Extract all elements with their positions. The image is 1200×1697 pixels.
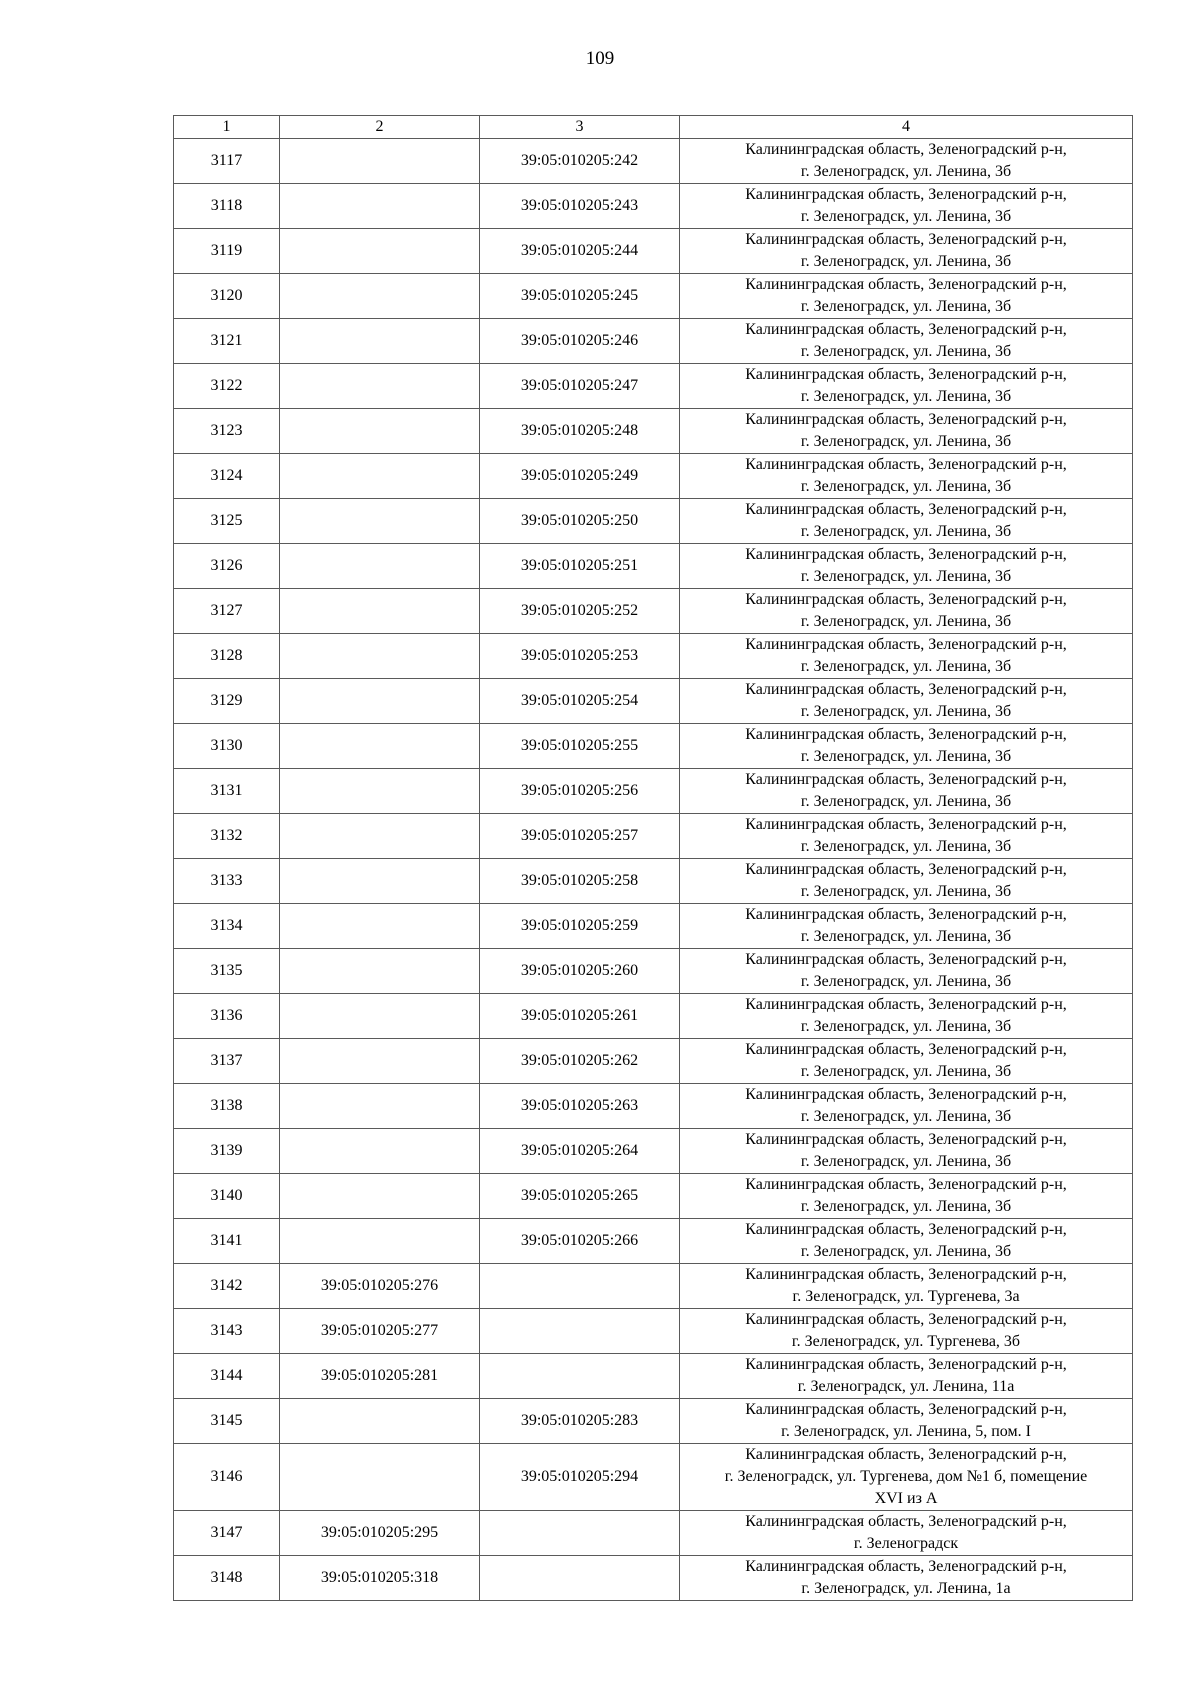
- address-line: Калининградская область, Зеленоградский р-н,: [745, 411, 1067, 428]
- address-line: г. Зеленоградск, ул. Ленина, 3б: [800, 433, 1012, 450]
- cadastral-number-cell-2: [280, 1219, 480, 1264]
- address-cell: [680, 1264, 1133, 1309]
- cadastral-number-cell-2: [280, 589, 480, 634]
- row-number-cell: 3133: [174, 859, 280, 904]
- table-row: [174, 319, 1133, 364]
- row-number-cell: 3119: [174, 229, 280, 274]
- address-line: XVI из А: [874, 1490, 938, 1507]
- cadastral-number-cell-3: [480, 1556, 680, 1601]
- table-row: [174, 769, 1133, 814]
- cadastral-number-cell-3: 39:05:010205:248: [480, 409, 680, 454]
- cadastral-number-cell-3: 39:05:010205:265: [480, 1174, 680, 1219]
- address-cell: [680, 589, 1133, 634]
- cadastral-number-cell-3: 39:05:010205:257: [480, 814, 680, 859]
- cadastral-number-cell-2: [280, 859, 480, 904]
- cadastral-number-cell-2: [280, 994, 480, 1039]
- table-row: [174, 634, 1133, 679]
- address-cell: [680, 1354, 1133, 1399]
- cadastral-number-cell-3: 39:05:010205:259: [480, 904, 680, 949]
- address-line: г. Зеленоградск: [853, 1535, 959, 1552]
- table-header-row: [174, 116, 1133, 139]
- column-header-1: 1: [174, 116, 280, 139]
- cadastral-number-cell-2: [280, 139, 480, 184]
- table-row: [174, 1399, 1133, 1444]
- address-line: Калининградская область, Зеленоградский р-н,: [745, 951, 1067, 968]
- address-cell: [680, 409, 1133, 454]
- table-body: [174, 116, 1133, 1601]
- address-line: г. Зеленоградск, ул. Ленина, 3б: [800, 793, 1012, 810]
- table-row: [174, 1556, 1133, 1601]
- address-line: г. Зеленоградск, ул. Ленина, 3б: [800, 883, 1012, 900]
- address-line: Калининградская область, Зеленоградский р-н,: [745, 1356, 1067, 1373]
- row-number-cell: 3120: [174, 274, 280, 319]
- address-cell: [680, 1174, 1133, 1219]
- row-number-cell: 3123: [174, 409, 280, 454]
- address-cell: [680, 1084, 1133, 1129]
- table-row: [174, 1444, 1133, 1511]
- row-number-cell: 3127: [174, 589, 280, 634]
- cadastral-number-cell-2: [280, 949, 480, 994]
- address-line: г. Зеленоградск, ул. Ленина, 3б: [800, 703, 1012, 720]
- address-line: г. Зеленоградск, ул. Ленина, 3б: [800, 1153, 1012, 1170]
- address-line: Калининградская область, Зеленоградский р-н,: [745, 1086, 1067, 1103]
- cadastral-number-cell-3: 39:05:010205:247: [480, 364, 680, 409]
- cadastral-number-cell-3: 39:05:010205:242: [480, 139, 680, 184]
- row-number-cell: 3129: [174, 679, 280, 724]
- cadastral-number-cell-2: [280, 1444, 480, 1511]
- address-line: Калининградская область, Зеленоградский р-н,: [745, 861, 1067, 878]
- row-number-cell: 3121: [174, 319, 280, 364]
- address-line: Калининградская область, Зеленоградский р-н,: [745, 726, 1067, 743]
- cadastral-number-cell-2: [280, 814, 480, 859]
- address-cell: [680, 994, 1133, 1039]
- row-number-cell: 3122: [174, 364, 280, 409]
- column-header-3: 3: [480, 116, 680, 139]
- cadastral-number-cell-3: 39:05:010205:246: [480, 319, 680, 364]
- address-line: Калининградская область, Зеленоградский р-н,: [745, 1266, 1067, 1283]
- row-number-cell: 3147: [174, 1511, 280, 1556]
- column-header-2: 2: [280, 116, 480, 139]
- row-number-cell: 3135: [174, 949, 280, 994]
- address-line: г. Зеленоградск, ул. Ленина, 3б: [800, 1063, 1012, 1080]
- table-row: [174, 409, 1133, 454]
- cadastral-number-cell-3: 39:05:010205:263: [480, 1084, 680, 1129]
- cadastral-number-cell-3: 39:05:010205:283: [480, 1399, 680, 1444]
- row-number-cell: 3117: [174, 139, 280, 184]
- address-cell: [680, 724, 1133, 769]
- address-line: Калининградская область, Зеленоградский р-н,: [745, 1446, 1067, 1463]
- address-cell: [680, 949, 1133, 994]
- row-number-cell: 3139: [174, 1129, 280, 1174]
- address-cell: [680, 1309, 1133, 1354]
- cadastral-number-cell-3: [480, 1264, 680, 1309]
- address-cell: [680, 1129, 1133, 1174]
- cadastral-number-cell-2: 39:05:010205:281: [280, 1354, 480, 1399]
- address-line: Калининградская область, Зеленоградский р-н,: [745, 1558, 1067, 1575]
- cadastral-number-cell-3: 39:05:010205:250: [480, 499, 680, 544]
- cadastral-number-cell-2: [280, 769, 480, 814]
- table-row: [174, 1174, 1133, 1219]
- address-cell: [680, 679, 1133, 724]
- address-cell: [680, 1039, 1133, 1084]
- address-line: г. Зеленоградск, ул. Ленина, 1а: [801, 1580, 1011, 1597]
- address-line: г. Зеленоградск, ул. Ленина, 3б: [800, 613, 1012, 630]
- address-line: г. Зеленоградск, ул. Ленина, 5, пом. I: [781, 1423, 1031, 1440]
- table-row: [174, 184, 1133, 229]
- table-row: [174, 1264, 1133, 1309]
- address-cell: [680, 1511, 1133, 1556]
- cadastral-number-cell-3: 39:05:010205:244: [480, 229, 680, 274]
- table-row: [174, 1511, 1133, 1556]
- table-row: [174, 859, 1133, 904]
- address-cell: [680, 499, 1133, 544]
- address-line: Калининградская область, Зеленоградский р-н,: [745, 1041, 1067, 1058]
- address-line: г. Зеленоградск, ул. Ленина, 3б: [800, 208, 1012, 225]
- address-cell: [680, 319, 1133, 364]
- address-cell: [680, 1444, 1133, 1511]
- table-row: [174, 139, 1133, 184]
- address-cell: [680, 814, 1133, 859]
- row-number-cell: 3142: [174, 1264, 280, 1309]
- cadastral-number-cell-2: [280, 1039, 480, 1084]
- cadastral-number-cell-3: 39:05:010205:260: [480, 949, 680, 994]
- address-cell: [680, 769, 1133, 814]
- row-number-cell: 3140: [174, 1174, 280, 1219]
- cadastral-number-cell-3: 39:05:010205:258: [480, 859, 680, 904]
- address-line: г. Зеленоградск, ул. Ленина, 3б: [800, 1198, 1012, 1215]
- row-number-cell: 3137: [174, 1039, 280, 1084]
- cadastral-number-cell-2: [280, 364, 480, 409]
- address-line: Калининградская область, Зеленоградский р-н,: [745, 636, 1067, 653]
- cadastral-number-cell-3: [480, 1309, 680, 1354]
- address-line: Калининградская область, Зеленоградский р-н,: [745, 1221, 1067, 1238]
- address-line: г. Зеленоградск, ул. Ленина, 3б: [800, 343, 1012, 360]
- address-line: г. Зеленоградск, ул. Ленина, 3б: [800, 568, 1012, 585]
- address-line: Калининградская область, Зеленоградский р-н,: [745, 906, 1067, 923]
- address-line: Калининградская область, Зеленоградский р-н,: [745, 141, 1067, 158]
- address-line: Калининградская область, Зеленоградский р-н,: [745, 321, 1067, 338]
- cadastral-number-cell-3: [480, 1511, 680, 1556]
- row-number-cell: 3146: [174, 1444, 280, 1511]
- row-number-cell: 3141: [174, 1219, 280, 1264]
- row-number-cell: 3118: [174, 184, 280, 229]
- address-line: г. Зеленоградск, ул. Ленина, 3б: [800, 478, 1012, 495]
- cadastral-number-cell-3: 39:05:010205:254: [480, 679, 680, 724]
- address-line: г. Зеленоградск, ул. Ленина, 3б: [800, 928, 1012, 945]
- cadastral-number-cell-3: 39:05:010205:264: [480, 1129, 680, 1174]
- address-line: Калининградская область, Зеленоградский р-н,: [745, 1401, 1067, 1418]
- table-row: [174, 904, 1133, 949]
- table-row: [174, 679, 1133, 724]
- cadastral-number-cell-2: [280, 1084, 480, 1129]
- address-line: г. Зеленоградск, ул. Ленина, 3б: [800, 973, 1012, 990]
- address-line: г. Зеленоградск, ул. Ленина, 3б: [800, 1108, 1012, 1125]
- address-line: Калининградская область, Зеленоградский р-н,: [745, 1513, 1067, 1530]
- address-cell: [680, 544, 1133, 589]
- page-number: 109: [585, 48, 615, 69]
- row-number-cell: 3144: [174, 1354, 280, 1399]
- row-number-cell: 3136: [174, 994, 280, 1039]
- cadastral-number-cell-2: [280, 319, 480, 364]
- table-row: [174, 1354, 1133, 1399]
- table-row: [174, 949, 1133, 994]
- table-row: [174, 364, 1133, 409]
- address-cell: [680, 634, 1133, 679]
- row-number-cell: 3131: [174, 769, 280, 814]
- address-line: г. Зеленоградск, ул. Ленина, 3б: [800, 163, 1012, 180]
- cadastral-number-cell-2: [280, 634, 480, 679]
- cadastral-number-cell-3: 39:05:010205:266: [480, 1219, 680, 1264]
- address-cell: [680, 1556, 1133, 1601]
- table-row: [174, 589, 1133, 634]
- cadastral-number-cell-3: 39:05:010205:245: [480, 274, 680, 319]
- address-line: Калининградская область, Зеленоградский р-н,: [745, 501, 1067, 518]
- table-row: [174, 994, 1133, 1039]
- cadastral-number-cell-2: 39:05:010205:295: [280, 1511, 480, 1556]
- address-cell: [680, 454, 1133, 499]
- address-line: г. Зеленоградск, ул. Ленина, 3б: [800, 388, 1012, 405]
- address-line: Калининградская область, Зеленоградский р-н,: [745, 1176, 1067, 1193]
- row-number-cell: 3145: [174, 1399, 280, 1444]
- address-cell: [680, 1399, 1133, 1444]
- table-row: [174, 1084, 1133, 1129]
- table-row: [174, 814, 1133, 859]
- row-number-cell: 3138: [174, 1084, 280, 1129]
- table-row: [174, 1039, 1133, 1084]
- address-line: Калининградская область, Зеленоградский р-н,: [745, 816, 1067, 833]
- cadastral-number-cell-2: [280, 679, 480, 724]
- row-number-cell: 3126: [174, 544, 280, 589]
- address-line: г. Зеленоградск, ул. Ленина, 3б: [800, 1018, 1012, 1035]
- row-number-cell: 3143: [174, 1309, 280, 1354]
- cadastral-number-cell-3: [480, 1354, 680, 1399]
- address-line: г. Зеленоградск, ул. Ленина, 3б: [800, 838, 1012, 855]
- address-cell: [680, 364, 1133, 409]
- table-row: [174, 499, 1133, 544]
- table-row: [174, 724, 1133, 769]
- address-line: г. Зеленоградск, ул. Ленина, 3б: [800, 658, 1012, 675]
- cadastral-number-cell-3: 39:05:010205:243: [480, 184, 680, 229]
- address-line: г. Зеленоградск, ул. Тургенева, 3б: [791, 1333, 1021, 1350]
- row-number-cell: 3128: [174, 634, 280, 679]
- address-line: Калининградская область, Зеленоградский р-н,: [745, 456, 1067, 473]
- row-number-cell: 3125: [174, 499, 280, 544]
- cadastral-number-cell-3: 39:05:010205:294: [480, 1444, 680, 1511]
- cadastral-number-cell-2: [280, 904, 480, 949]
- address-line: г. Зеленоградск, ул. Ленина, 3б: [800, 1243, 1012, 1260]
- address-line: г. Зеленоградск, ул. Ленина, 11а: [797, 1378, 1015, 1395]
- cadastral-number-cell-2: [280, 544, 480, 589]
- address-cell: [680, 229, 1133, 274]
- table-row: [174, 274, 1133, 319]
- address-line: Калининградская область, Зеленоградский р-н,: [745, 591, 1067, 608]
- address-line: Калининградская область, Зеленоградский р-н,: [745, 231, 1067, 248]
- cadastral-number-cell-3: 39:05:010205:262: [480, 1039, 680, 1084]
- cadastral-number-cell-3: 39:05:010205:251: [480, 544, 680, 589]
- cadastral-number-cell-2: [280, 724, 480, 769]
- cadastral-number-cell-2: [280, 409, 480, 454]
- column-header-4: 4: [680, 116, 1133, 139]
- address-cell: [680, 274, 1133, 319]
- row-number-cell: 3132: [174, 814, 280, 859]
- address-line: Калининградская область, Зеленоградский р-н,: [745, 771, 1067, 788]
- address-cell: [680, 1219, 1133, 1264]
- table-row: [174, 229, 1133, 274]
- cadastral-number-cell-2: [280, 499, 480, 544]
- address-line: Калининградская область, Зеленоградский р-н,: [745, 276, 1067, 293]
- address-line: Калининградская область, Зеленоградский р-н,: [745, 186, 1067, 203]
- address-line: Калининградская область, Зеленоградский р-н,: [745, 1131, 1067, 1148]
- row-number-cell: 3124: [174, 454, 280, 499]
- cadastral-number-cell-2: [280, 1129, 480, 1174]
- cadastral-number-cell-3: 39:05:010205:249: [480, 454, 680, 499]
- cadastral-number-cell-2: 39:05:010205:318: [280, 1556, 480, 1601]
- address-line: г. Зеленоградск, ул. Ленина, 3б: [800, 253, 1012, 270]
- address-line: г. Зеленоградск, ул. Тургенева, 3а: [792, 1288, 1020, 1305]
- cadastral-number-cell-2: [280, 1174, 480, 1219]
- cadastral-number-cell-3: 39:05:010205:253: [480, 634, 680, 679]
- cadastral-number-cell-2: [280, 274, 480, 319]
- table-row: [174, 454, 1133, 499]
- row-number-cell: 3134: [174, 904, 280, 949]
- address-cell: [680, 859, 1133, 904]
- address-line: Калининградская область, Зеленоградский р-н,: [745, 366, 1067, 383]
- row-number-cell: 3130: [174, 724, 280, 769]
- cadastral-number-cell-3: 39:05:010205:252: [480, 589, 680, 634]
- table-row: [174, 1309, 1133, 1354]
- cadastral-number-cell-3: 39:05:010205:255: [480, 724, 680, 769]
- table-row: [174, 544, 1133, 589]
- address-line: Калининградская область, Зеленоградский р-н,: [745, 1311, 1067, 1328]
- cadastral-number-cell-3: 39:05:010205:261: [480, 994, 680, 1039]
- registry-table: [173, 115, 1133, 1601]
- address-line: г. Зеленоградск, ул. Ленина, 3б: [800, 748, 1012, 765]
- address-line: г. Зеленоградск, ул. Ленина, 3б: [800, 523, 1012, 540]
- address-cell: [680, 139, 1133, 184]
- address-cell: [680, 184, 1133, 229]
- address-line: г. Зеленоградск, ул. Ленина, 3б: [800, 298, 1012, 315]
- cadastral-number-cell-2: [280, 229, 480, 274]
- address-line: Калининградская область, Зеленоградский р-н,: [745, 546, 1067, 563]
- address-line: Калининградская область, Зеленоградский р-н,: [745, 996, 1067, 1013]
- address-line: Калининградская область, Зеленоградский р-н,: [745, 681, 1067, 698]
- cadastral-number-cell-3: 39:05:010205:256: [480, 769, 680, 814]
- table-row: [174, 1129, 1133, 1174]
- table-row: [174, 1219, 1133, 1264]
- address-cell: [680, 904, 1133, 949]
- row-number-cell: 3148: [174, 1556, 280, 1601]
- address-line: г. Зеленоградск, ул. Тургенева, дом №1 б, помещение: [724, 1468, 1088, 1485]
- cadastral-number-cell-2: [280, 1399, 480, 1444]
- cadastral-number-cell-2: 39:05:010205:276: [280, 1264, 480, 1309]
- cadastral-number-cell-2: [280, 184, 480, 229]
- cadastral-number-cell-2: 39:05:010205:277: [280, 1309, 480, 1354]
- cadastral-number-cell-2: [280, 454, 480, 499]
